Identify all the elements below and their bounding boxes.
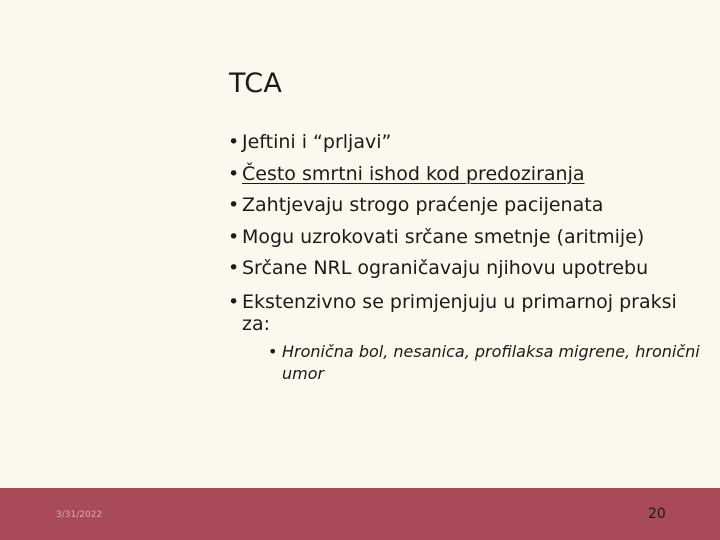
bullet-icon: • (228, 131, 240, 153)
bullet-icon: • (268, 341, 278, 361)
bullet-text-link[interactable]: Često smrtni ishod kod predoziranja (242, 162, 585, 185)
bullet-icon: • (228, 162, 240, 185)
bullet-item (228, 190, 708, 222)
bullet-text: Jeftini i “prljavi” (242, 131, 392, 153)
bullet-icon: • (228, 225, 240, 248)
footer-date: 3/31/2022 (56, 510, 103, 520)
bullet-item (228, 253, 708, 285)
sub-bullet-text: Hronična bol, nesanica, profilaksa migrene, hronični umor (282, 341, 700, 383)
bullet-item (228, 291, 708, 385)
bullet-text: Zahtjevaju strogo praćenje pacijenata (242, 194, 604, 216)
slide-title: TCA (229, 68, 283, 99)
bullet-item (228, 127, 708, 159)
footer-bar (0, 488, 720, 540)
bullet-icon: • (228, 194, 240, 216)
bullet-icon: • (228, 257, 240, 279)
bullet-text: Ekstenzivno se primjenjuju u primarnoj praksi za: (242, 290, 677, 335)
bullet-item (228, 159, 708, 191)
sub-bullet-list (268, 341, 708, 385)
bullet-item (228, 222, 708, 254)
bullet-text: Srčane NRL ograničavaju njihovu upotrebu (242, 257, 649, 279)
bullet-list (228, 127, 708, 385)
sub-bullet-item (268, 341, 708, 385)
page-number: 20 (648, 506, 666, 522)
bullet-icon: • (228, 290, 240, 313)
bullet-text: Mogu uzrokovati srčane smetnje (aritmije) (242, 225, 645, 248)
